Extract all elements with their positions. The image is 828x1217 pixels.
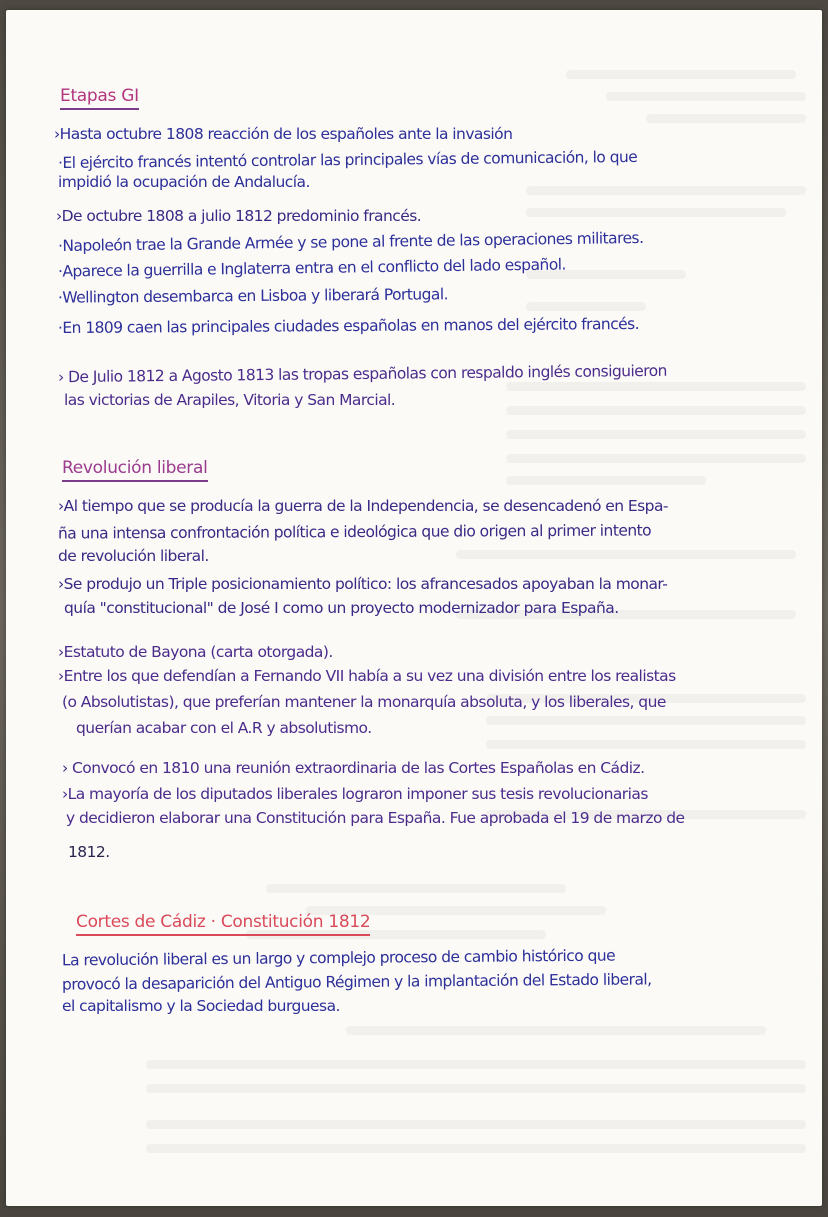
note-line: ·Aparece la guerrilla e Inglaterra entra en el conflicto del lado español. xyxy=(57,255,566,281)
note-line: ña una intensa confrontación política e ideológica que dio origen al primer intento xyxy=(57,521,652,543)
note-line: de revolución liberal. xyxy=(58,547,209,565)
note-line: ›Hasta octubre 1808 reacción de los españoles ante la invasión xyxy=(54,125,513,143)
note-line: ·Napoleón trae la Grande Armée y se pone al frente de las operaciones militares. xyxy=(57,228,644,256)
note-line: (o Absolutistas), que preferían mantener la monarquía absoluta, y los liberales, que xyxy=(62,693,666,711)
note-line: › Convocó en 1810 una reunión extraordinaria de las Cortes Españolas en Cádiz. xyxy=(62,759,645,777)
section-heading-revolucion-liberal: Revolución liberal xyxy=(62,458,208,482)
notebook-page xyxy=(6,10,822,1206)
note-line: ›De octubre 1808 a julio 1812 predominio francés. xyxy=(56,207,422,225)
note-line: provocó la desaparición del Antiguo Régimen y la implantación del Estado liberal, xyxy=(61,970,652,994)
note-line: ·El ejército francés intentó controlar las principales vías de comunicación, lo que xyxy=(57,147,638,173)
note-line: ›Se produjo un Triple posicionamiento político: los afrancesados apoyaban la monar- xyxy=(58,575,668,593)
note-line: ›La mayoría de los diputados liberales lograron imponer sus tesis revolucionarias xyxy=(62,785,648,803)
note-line: ›Entre los que defendían a Fernando VII había a su vez una división entre los realistas xyxy=(58,667,676,685)
note-line: querían acabar con el A.R y absolutismo. xyxy=(76,719,372,737)
note-line: el capitalismo y la Sociedad burguesa. xyxy=(62,997,340,1015)
notes-content xyxy=(6,10,822,1206)
section-heading-cortes-de-cadiz: Cortes de Cádiz · Constitución 1812 xyxy=(76,912,370,936)
note-line: las victorias de Arapiles, Vitoria y San Marcial. xyxy=(64,391,396,409)
note-line: ·Wellington desembarca en Lisboa y liberará Portugal. xyxy=(57,285,449,307)
note-line: › De Julio 1812 a Agosto 1813 las tropas españolas con respaldo inglés consiguieron xyxy=(57,361,667,387)
note-line: ›Estatuto de Bayona (carta otorgada). xyxy=(58,643,333,661)
note-line: y decidieron elaborar una Constitución para España. Fue aprobada el 19 de marzo de xyxy=(66,809,685,827)
note-line: La revolución liberal es un largo y complejo proceso de cambio histórico que xyxy=(61,946,616,970)
note-line: ·En 1809 caen las principales ciudades españolas en manos del ejército francés. xyxy=(57,314,640,338)
note-line: impidió la ocupación de Andalucía. xyxy=(58,173,310,191)
note-line: ›Al tiempo que se producía la guerra de la Independencia, se desencadenó en Espa- xyxy=(58,497,668,515)
section-heading-etapas: Etapas GI xyxy=(60,86,139,110)
note-line: quía "constitucional" de José I como un proyecto modernizador para España. xyxy=(64,599,619,617)
note-line: 1812. xyxy=(68,843,110,861)
